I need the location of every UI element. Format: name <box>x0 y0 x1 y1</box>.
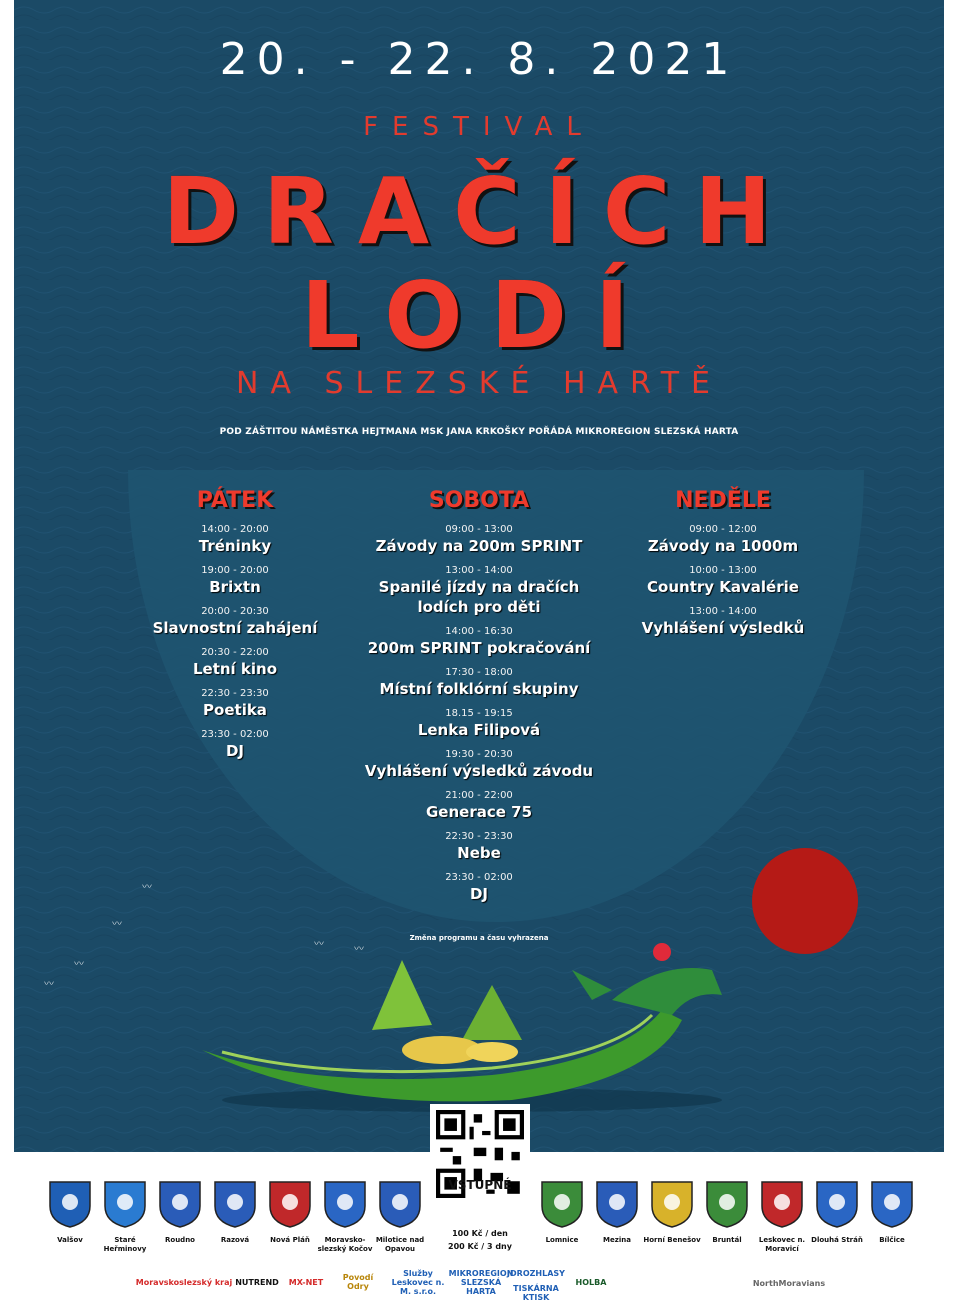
municipality-name: Dlouhá Stráň <box>811 1236 863 1244</box>
sponsor-logo: JDROZHLASY <box>507 1268 565 1278</box>
day-heading: SOBOTA <box>428 488 530 513</box>
schedule-event: Brixtn <box>209 578 261 596</box>
sponsor-logo: MX-NET <box>288 1277 324 1287</box>
municipality-name: Mezina <box>603 1236 631 1244</box>
schedule-time: 09:00 - 13:00 <box>445 524 513 535</box>
sponsor-logo: Moravskoslezský kraj <box>135 1277 233 1287</box>
schedule-event: Poetika <box>203 701 267 719</box>
municipality-name: Moravsko-slezský Kočov <box>317 1236 373 1253</box>
schedule-time: 22:30 - 23:30 <box>445 831 513 842</box>
sponsor-logo: Povodí Odry <box>342 1273 374 1291</box>
program-notice: Změna programu a času vyhrazena <box>409 934 549 942</box>
festival-label: FESTIVAL <box>363 112 595 142</box>
admission-price-3days: 200 Kč / 3 dny <box>448 1242 512 1251</box>
schedule-event: Závody na 1000m <box>647 537 799 555</box>
schedule-event: Slavnostní zahájení <box>152 619 318 637</box>
municipality-crest-icon <box>705 1180 749 1228</box>
poster-background <box>14 0 944 1152</box>
schedule-event: Generace 75 <box>425 803 533 821</box>
schedule-time: 13:00 - 14:00 <box>445 565 513 576</box>
sponsor-logo: NorthMoravians <box>752 1278 826 1288</box>
bird-icon: 〰 <box>354 944 364 955</box>
schedule-time: 21:00 - 22:00 <box>445 790 513 801</box>
municipality-crest-icon <box>815 1180 859 1228</box>
municipality-crest-icon <box>760 1180 804 1228</box>
municipality-name: Staré Heřminovy <box>103 1236 147 1253</box>
schedule-event: Závody na 200m SPRINT <box>375 537 583 555</box>
day-heading: NEDĚLE <box>675 488 771 513</box>
schedule-event: Místní folklórní skupiny <box>379 680 579 698</box>
municipality-crest-icon <box>595 1180 639 1228</box>
municipality-name: Lomnice <box>545 1236 579 1244</box>
municipality-name: Razová <box>220 1236 250 1244</box>
schedule-event: 200m SPRINT pokračování <box>367 639 591 657</box>
municipality-crest-icon <box>650 1180 694 1228</box>
schedule-event: Letní kino <box>192 660 278 678</box>
schedule-time: 14:00 - 20:00 <box>201 524 269 535</box>
patronage-text: POD ZÁŠTITOU NÁMĚSTKA HEJTMANA MSK JANA KRKOŠKY POŘÁDÁ MIKROREGION SLEZSKÁ HARTA <box>219 427 739 437</box>
bird-icon: 〰 <box>142 882 152 893</box>
schedule-saturday <box>354 488 604 912</box>
sponsor-logo: NUTREND <box>235 1277 279 1287</box>
schedule-time: 18.15 - 19:15 <box>445 708 513 719</box>
municipality-crest-icon <box>48 1180 92 1228</box>
municipality-name: Roudno <box>165 1236 195 1244</box>
schedule-time: 23:30 - 02:00 <box>445 872 513 883</box>
municipality-name: Bruntál <box>712 1236 742 1244</box>
municipality-crest-icon <box>870 1180 914 1228</box>
admission-price-day: 100 Kč / den <box>452 1229 508 1238</box>
sponsor-logo: MIKROREGION SLEZSKÁ HARTA <box>448 1268 514 1296</box>
schedule-event: DJ <box>225 742 245 760</box>
schedule-time: 13:00 - 14:00 <box>689 606 757 617</box>
schedule-event: Vyhlášení výsledků <box>641 619 805 637</box>
title-line-2: LODÍ <box>300 262 658 369</box>
municipality-name: Horní Benešov <box>643 1236 701 1244</box>
schedule-event: Lenka Filipová <box>417 721 541 739</box>
municipality-crest-icon <box>103 1180 147 1228</box>
municipality-crest-icon <box>213 1180 257 1228</box>
sponsor-logo: HOLBA <box>575 1277 607 1287</box>
schedule-time: 23:30 - 02:00 <box>201 729 269 740</box>
admission-label: VSTUPNÉ <box>448 1178 512 1192</box>
title-line-1: DRAČÍCH <box>162 158 796 265</box>
schedule-time: 19:00 - 20:00 <box>201 565 269 576</box>
sponsor-logo: Služby Leskovec n. M. s.r.o. <box>391 1268 445 1296</box>
municipality-crest-icon <box>158 1180 202 1228</box>
schedule-time: 19:30 - 20:30 <box>445 749 513 760</box>
schedule-time: 09:00 - 12:00 <box>689 524 757 535</box>
bird-icon: 〰 <box>314 939 324 950</box>
municipality-crest-icon <box>378 1180 422 1228</box>
sponsor-logo: TISKÁRNA KTISK <box>513 1284 559 1302</box>
municipality-name: Nová Pláň <box>270 1236 310 1244</box>
schedule-time: 10:00 - 13:00 <box>689 565 757 576</box>
schedule-time: 14:00 - 16:30 <box>445 626 513 637</box>
schedule-time: 20:30 - 22:00 <box>201 647 269 658</box>
schedule-friday <box>110 488 360 769</box>
bird-icon: 〰 <box>74 959 84 970</box>
schedule-event: Vyhlášení výsledků závodu <box>364 762 594 780</box>
municipality-name: Bílčice <box>879 1236 905 1244</box>
schedule-event: DJ <box>469 885 489 903</box>
schedule-event: Country Kavalérie <box>647 578 799 596</box>
schedule-sunday <box>598 488 848 646</box>
day-heading: PÁTEK <box>196 488 274 513</box>
municipality-crest-icon <box>323 1180 367 1228</box>
schedule-time: 20:00 - 20:30 <box>201 606 269 617</box>
schedule-time: 22:30 - 23:30 <box>201 688 269 699</box>
municipality-name: Milotice nad Opavou <box>375 1236 425 1253</box>
municipality-crest-icon <box>268 1180 312 1228</box>
schedule-event: Nebe <box>457 844 501 862</box>
bird-icon: 〰 <box>112 919 122 930</box>
municipality-name: Valšov <box>57 1236 83 1244</box>
schedule-event: Spanilé jízdy na dračích lodích pro děti <box>378 578 580 616</box>
municipality-crest-icon <box>540 1180 584 1228</box>
schedule-time: 17:30 - 18:00 <box>445 667 513 678</box>
dragon-boat-illustration <box>192 940 752 1120</box>
subtitle: NA SLEZSKÉ HARTĚ <box>236 366 722 401</box>
schedule-event: Tréninky <box>198 537 272 555</box>
bird-icon: 〰 <box>44 979 54 990</box>
event-date: 20. - 22. 8. 2021 <box>219 34 739 85</box>
municipality-name: Leskovec n. Moravicí <box>758 1236 806 1253</box>
